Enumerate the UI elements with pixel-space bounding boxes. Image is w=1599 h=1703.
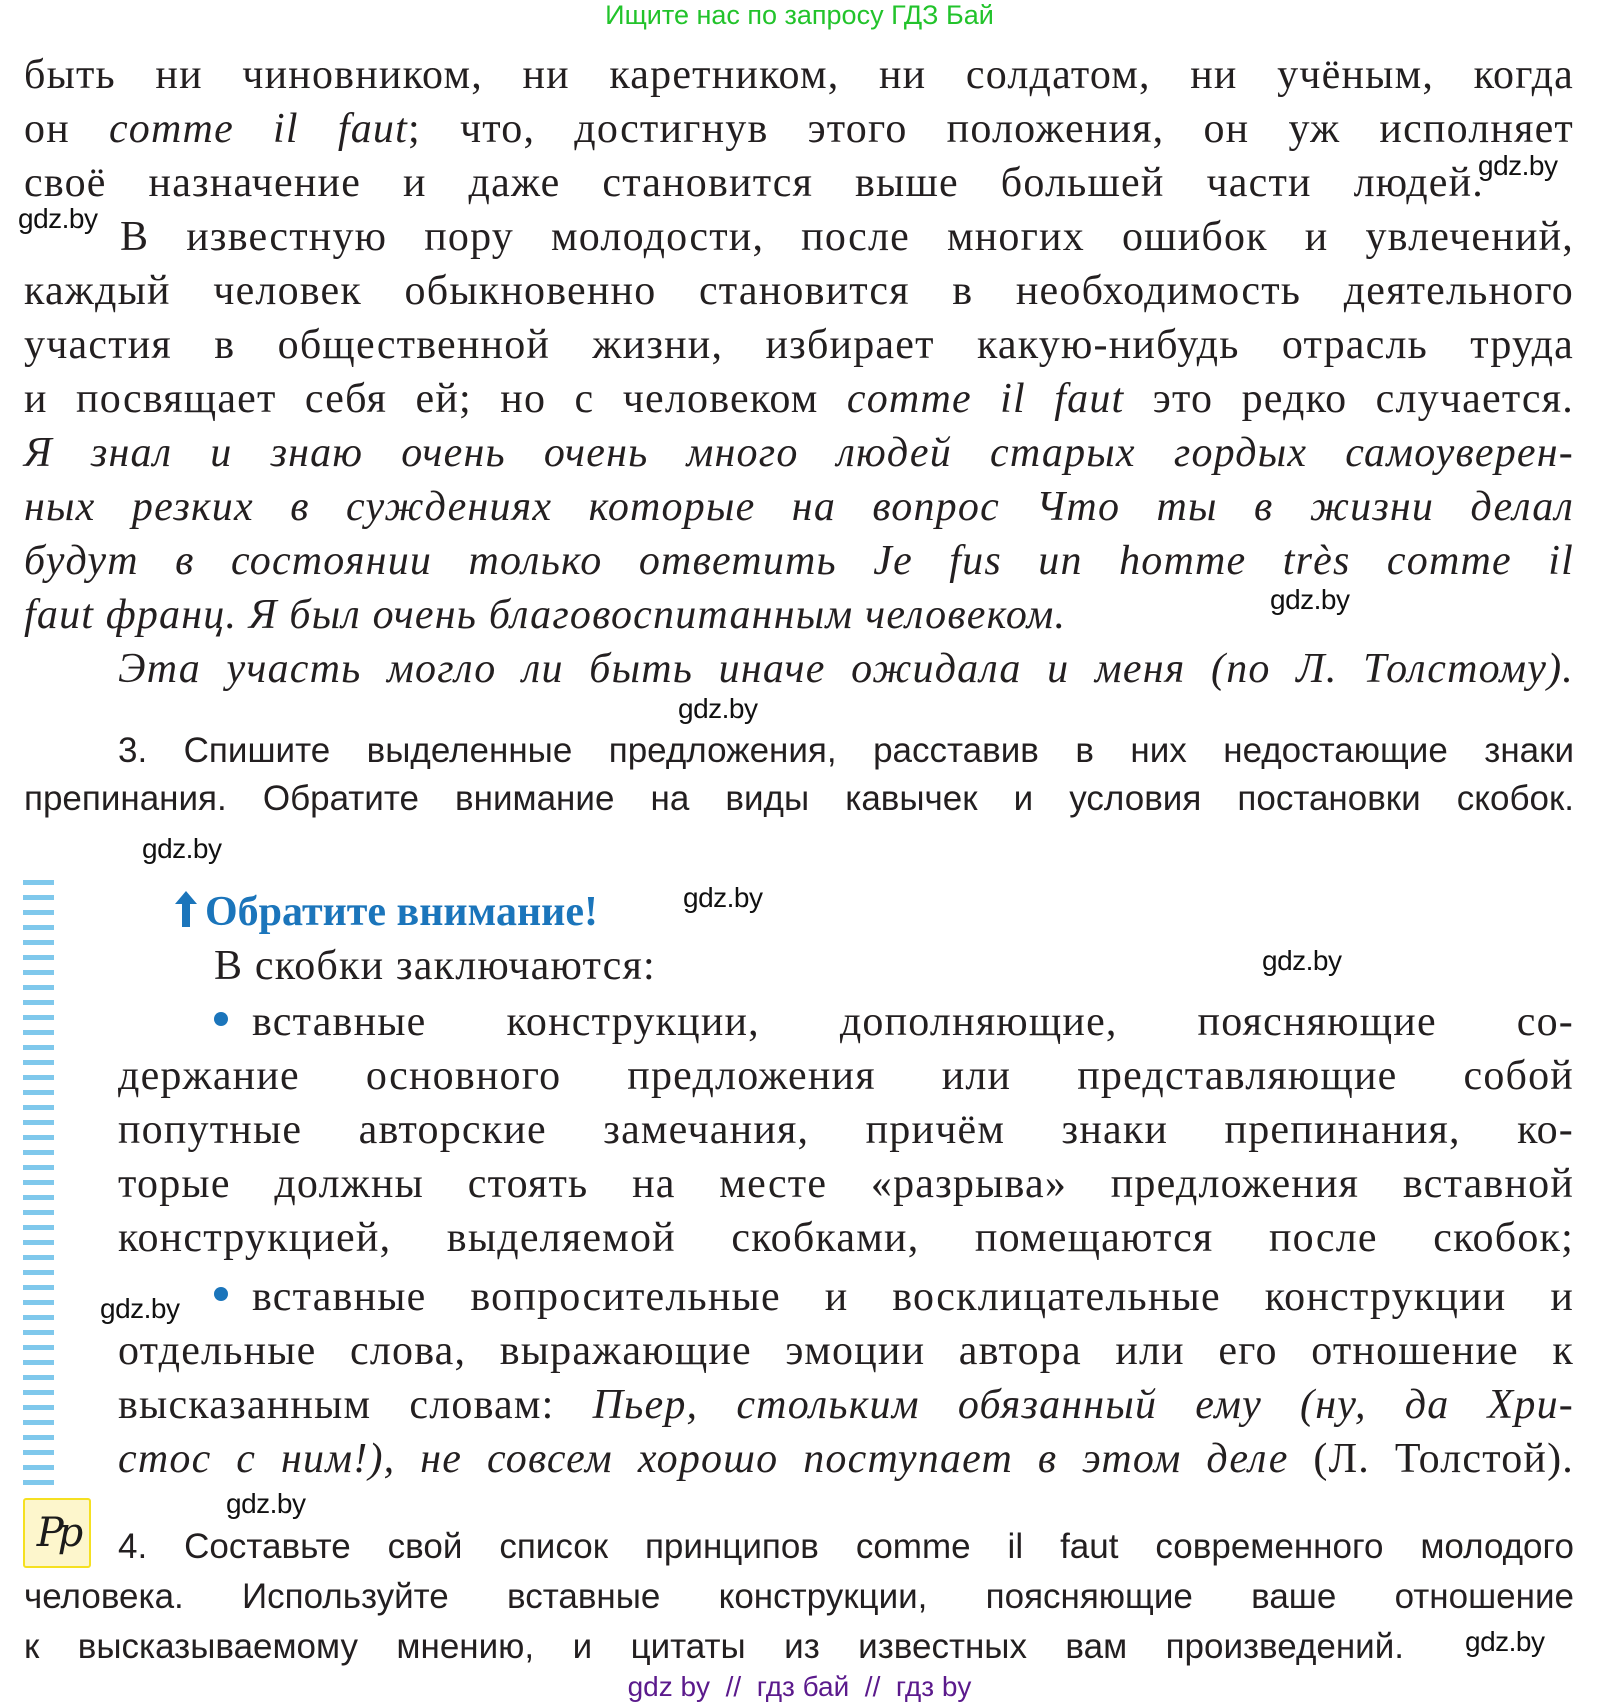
attention-stripe-bar [23,880,54,1486]
bullet-line: попутные авторские замечания, причём знаки препинания, ко- [118,1107,1574,1153]
exercise-line: ных резких в суждениях которые на вопрос Что ты в жизни делал [24,484,1574,530]
footer-watermark: gdz by // гдз бай // гдз by [627,1671,972,1702]
bullet-icon [214,1012,228,1026]
watermark: gdz.by [1478,150,1558,181]
watermark: gdz.by [678,693,758,724]
exercise-line: Эта участь могло ли быть иначе ожидала и меня (по Л. Толстому). [118,646,1574,692]
task-3-line: препинания. Обратите внимание на виды кавычек и условия постановки скобок. [24,779,1574,818]
exercise-line: будут в состоянии только ответить Je fus un homme très comme il [24,538,1574,584]
watermark: gdz.by [1465,1626,1545,1657]
text-line: он comme il faut; что, достигнув этого положения, он уж исполняет [24,106,1574,152]
top-banner: Ищите нас по запросу ГДЗ Бай [605,0,994,30]
task-4-line: к высказываемому мнению, и цитаты из известных вам произведений. [24,1627,1404,1666]
bullet-line: конструкцией, выделяемой скобками, помещаются после скобок; [118,1215,1574,1261]
text-line: участия в общественной жизни, избирает какую-нибудь отрасль труда [24,322,1574,368]
bullet-line: вставные вопросительные и восклицательные конструкции и [214,1270,1574,1324]
attention-title-text: Обратите внимание! [205,889,598,935]
bullet-icon [214,1287,228,1301]
bullet-line: вставные конструкции, дополняющие, поясняющие со- [214,995,1574,1049]
watermark: gdz.by [18,203,98,234]
text-line: каждый человек обыкновенно становится в необходимость деятельного [24,268,1574,314]
watermark: gdz.by [226,1488,306,1519]
watermark: gdz.by [100,1293,180,1324]
watermark: gdz.by [683,882,763,913]
arrow-up-icon [175,891,197,927]
text-line: и посвящает себя ей; но с человеком comme il faut это редко случается. [24,376,1574,422]
bullet-line: держание основного предложения или представляющие собой [118,1053,1574,1099]
watermark: gdz.by [1270,584,1350,615]
text-line: быть ни чиновником, ни каретником, ни солдатом, ни учёным, когда [24,52,1574,98]
bullet-line: отдельные слова, выражающие эмоции автора или его отношение к [118,1328,1574,1374]
watermark: gdz.by [142,833,222,864]
exercise-line: Я знал и знаю очень очень много людей старых гордых самоуверен- [24,430,1574,476]
bullet-line: стос с ним!), не совсем хорошо поступает в этом деле (Л. Толстой). [118,1436,1574,1482]
task-3-line: 3. Спишите выделенные предложения, расставив в них недостающие знаки [118,731,1574,770]
bullet-line: торые должны стоять на месте «разрыва» предложения вставной [118,1161,1574,1207]
attention-intro: В скобки заключаются: [214,943,656,989]
attention-heading [175,885,598,939]
practice-icon-glyph: Pp [36,1510,78,1556]
task-4-line: 4. Составьте свой список принципов comme il faut современного молодого [118,1527,1574,1566]
task-4-line: человека. Используйте вставные конструкции, поясняющие ваше отношение [24,1577,1574,1616]
exercise-line: faut франц. Я был очень благовоспитанным человеком. [24,592,1067,638]
watermark: gdz.by [1262,945,1342,976]
text-line: В известную пору молодости, после многих ошибок и увлечений, [120,214,1574,260]
text-line: своё назначение и даже становится выше большей части людей. [24,160,1484,206]
bullet-line: высказанным словам: Пьер, стольким обязанный ему (ну, да Хри- [118,1382,1574,1428]
practice-icon [23,1498,91,1568]
